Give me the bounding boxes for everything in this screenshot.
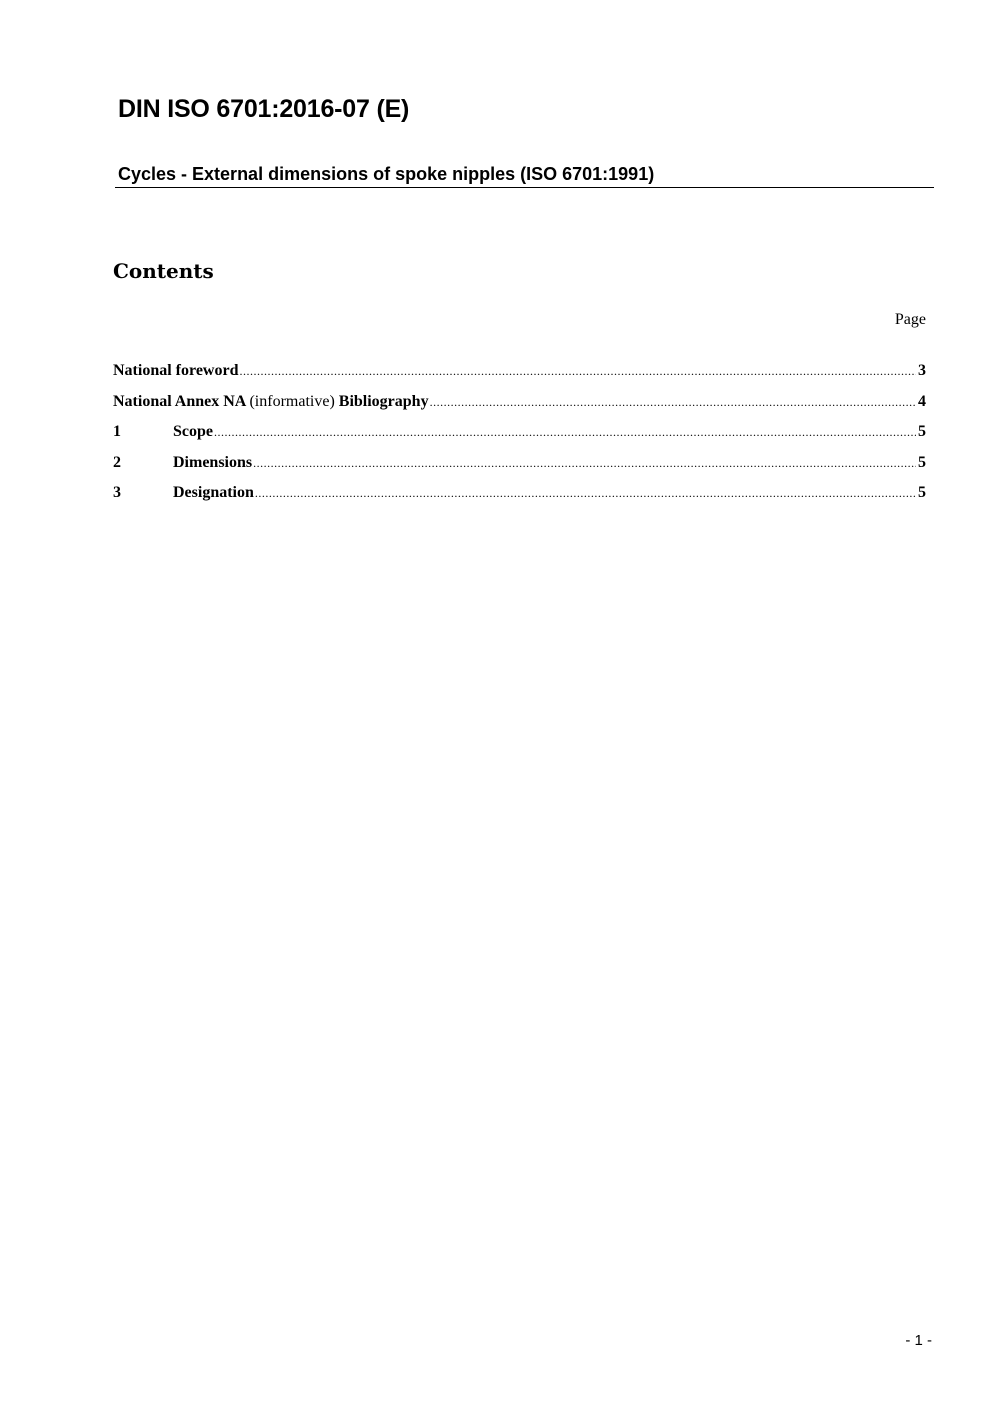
toc-entry-title: Dimensions xyxy=(173,453,253,471)
page-number: - 1 - xyxy=(905,1332,932,1349)
subtitle-underline xyxy=(115,187,934,188)
toc-entry-title-part: Bibliography xyxy=(334,392,429,410)
toc-entry-number: 2 xyxy=(113,453,121,471)
toc-entry-page: 5 xyxy=(918,423,926,440)
toc-entry-title: Scope xyxy=(173,423,213,440)
toc-dot-leader xyxy=(253,450,916,476)
toc-dot-leader xyxy=(214,419,916,445)
toc-entry-page: 5 xyxy=(918,453,926,471)
toc-entry-national-foreword[interactable] xyxy=(113,358,926,389)
toc-entry-page: 4 xyxy=(918,392,926,410)
toc-entry-title-part: National Annex NA xyxy=(113,392,250,410)
toc-dot-leader xyxy=(239,358,916,384)
toc-entry-designation[interactable] xyxy=(113,480,926,511)
toc-entry-number: 3 xyxy=(113,484,121,501)
toc-dot-leader xyxy=(255,480,916,506)
document-subtitle: Cycles - External dimensions of spoke nipples (ISO 6701:1991) xyxy=(118,164,655,184)
toc-entry-national-annex[interactable] xyxy=(113,389,926,420)
toc-entry-page: 3 xyxy=(918,362,926,379)
toc-entry-title-qualifier: (informative) xyxy=(249,392,335,410)
toc-entry-title xyxy=(113,389,429,415)
toc-dot-leader xyxy=(430,389,916,415)
toc-entry-title: Designation xyxy=(173,484,254,501)
toc-entry-title: National foreword xyxy=(113,362,239,379)
document-id: DIN ISO 6701:2016-07 (E) xyxy=(118,95,410,123)
toc-entry-dimensions[interactable] xyxy=(113,450,926,481)
page-column-label: Page xyxy=(894,311,926,328)
toc-entry-page: 5 xyxy=(918,484,926,501)
toc-entry-number: 1 xyxy=(113,423,121,440)
toc-entry-scope[interactable] xyxy=(113,419,926,450)
contents-heading: Contents xyxy=(113,259,214,283)
table-of-contents xyxy=(113,358,926,511)
